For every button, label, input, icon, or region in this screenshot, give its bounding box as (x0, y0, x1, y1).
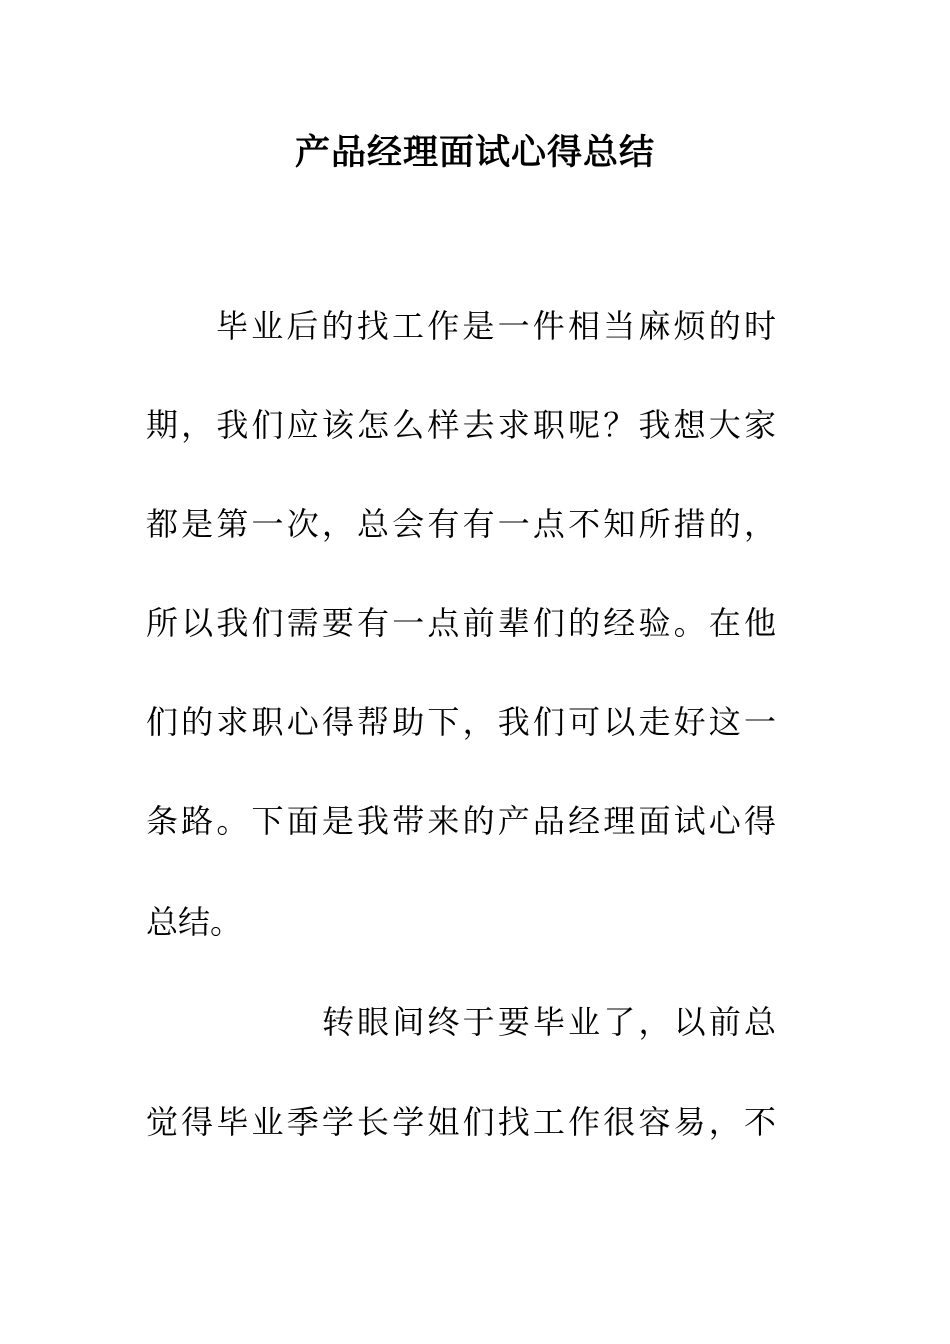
paragraph-line: 所以我们需要有一点前辈们的经验。在他 (146, 604, 776, 642)
paragraph-line: 转眼间终于要毕业了，以前总 (322, 1003, 776, 1041)
paragraph-line: 觉得毕业季学长学姐们找工作很容易，不 (146, 1103, 776, 1141)
paragraph-line: 期，我们应该怎么样去求职呢？我想大家 (146, 406, 776, 444)
paragraph-line: 们的求职心得帮助下，我们可以走好这一 (146, 703, 776, 741)
document-title: 产品经理面试心得总结 (294, 132, 655, 173)
paragraph-line: 总结。 (146, 903, 243, 941)
paragraph-line: 毕业后的找工作是一件相当麻烦的时 (216, 307, 776, 345)
paragraph-line: 条路。下面是我带来的产品经理面试心得 (146, 802, 776, 840)
paragraph-line: 都是第一次，总会有有一点不知所措的， (146, 505, 776, 543)
